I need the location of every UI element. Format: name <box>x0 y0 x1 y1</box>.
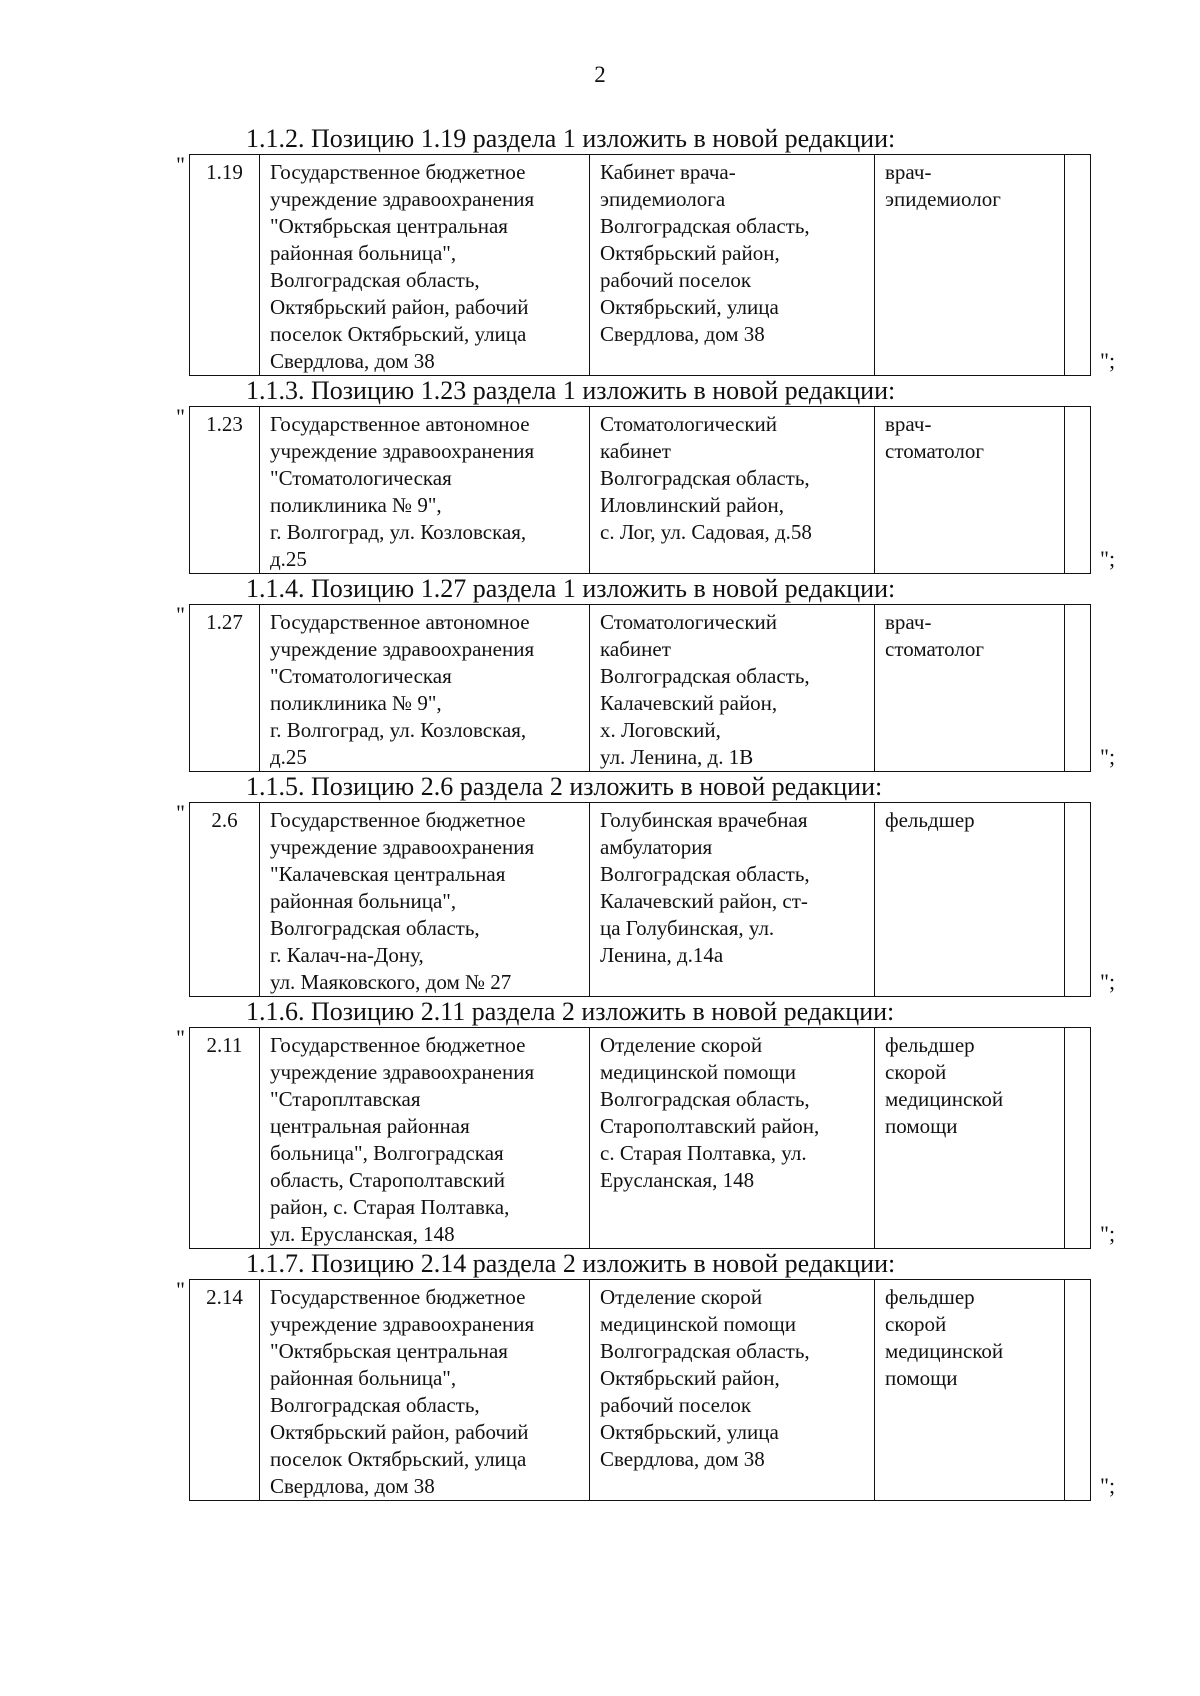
location-line: Калачевский район, <box>600 691 778 715</box>
institution-line: "Стоматологическая <box>270 466 452 490</box>
institution-line: "Староплтавская <box>270 1087 421 1111</box>
institution-line: Государственное бюджетное <box>270 808 526 832</box>
table-row <box>190 1028 1091 1249</box>
institution-cell <box>260 155 590 376</box>
institution-line: учреждение здравоохранения <box>270 1060 535 1084</box>
position-line: медицинской <box>885 1087 1004 1111</box>
location-line: Октябрьский район, <box>600 241 780 265</box>
institution-line: район, с. Старая Полтавка, <box>270 1195 510 1219</box>
opening-quote: " <box>176 602 185 627</box>
position-number: 1.19 <box>190 155 260 376</box>
position-line: помощи <box>885 1366 958 1390</box>
institution-cell <box>260 803 590 997</box>
position-line: врач- <box>885 160 932 184</box>
position-line: врач- <box>885 412 932 436</box>
position-title-cell <box>875 1280 1065 1501</box>
institution-line: Волгоградская область, <box>270 268 480 292</box>
location-line: Ленина, д.14а <box>600 943 724 967</box>
location-line: Октябрьский, улица <box>600 1420 779 1444</box>
opening-quote: " <box>176 404 185 429</box>
page-number: 2 <box>594 62 606 87</box>
institution-line: "Калачевская центральная <box>270 862 506 886</box>
empty-cell <box>1065 407 1091 574</box>
location-line: Волгоградская область, <box>600 1087 810 1111</box>
institution-line: Государственное бюджетное <box>270 1285 526 1309</box>
institution-line: Октябрьский район, рабочий <box>270 1420 529 1444</box>
amendment-heading: 1.1.3. Позицию 1.23 раздела 1 изложить в новой редакции: <box>246 376 896 405</box>
position-line: фельдшер <box>885 808 975 832</box>
institution-line: "Октябрьская центральная <box>270 214 508 238</box>
institution-line: Свердлова, дом 38 <box>270 1474 435 1498</box>
table-row <box>190 155 1091 376</box>
location-line: Калачевский район, ст- <box>600 889 808 913</box>
institution-line: учреждение здравоохранения <box>270 835 535 859</box>
amendment-heading: 1.1.7. Позицию 2.14 раздела 2 изложить в новой редакции: <box>246 1249 896 1278</box>
location-line: Отделение скорой <box>600 1285 763 1309</box>
institution-line: районная больница", <box>270 1366 457 1390</box>
institution-line: Государственное бюджетное <box>270 160 526 184</box>
institution-line: поселок Октябрьский, улица <box>270 322 527 346</box>
position-number: 1.27 <box>190 605 260 772</box>
institution-line: районная больница", <box>270 889 457 913</box>
institution-line: поликлиника № 9", <box>270 493 442 517</box>
amendments-list <box>0 124 1200 1501</box>
location-line: х. Логовский, <box>600 718 721 742</box>
empty-cell <box>1065 155 1091 376</box>
location-line: Октябрьский, улица <box>600 295 779 319</box>
position-line: врач- <box>885 610 932 634</box>
amendment-heading: 1.1.2. Позицию 1.19 раздела 1 изложить в новой редакции: <box>246 124 896 153</box>
opening-quote: " <box>176 1025 185 1050</box>
empty-cell <box>1065 1280 1091 1501</box>
amendment-section <box>0 124 1200 376</box>
location-line: Еруcланская, 148 <box>600 1168 755 1192</box>
location-line: с. Старая Полтавка, ул. <box>600 1141 807 1165</box>
position-line: скорой <box>885 1312 947 1336</box>
institution-cell <box>260 407 590 574</box>
institution-line: г. Калач-на-Дону, <box>270 943 424 967</box>
location-line: Октябрьский район, <box>600 1366 780 1390</box>
location-line: эпидемиолога <box>600 187 726 211</box>
amendment-section <box>0 997 1200 1249</box>
institution-line: "Октябрьская центральная <box>270 1339 508 1363</box>
position-number: 2.11 <box>190 1028 260 1249</box>
position-title-cell <box>875 605 1065 772</box>
location-line: кабинет <box>600 637 671 661</box>
position-line: стоматолог <box>885 637 984 661</box>
location-line: рабочий поселок <box>600 1393 752 1417</box>
position-table <box>189 1279 1091 1501</box>
position-line: помощи <box>885 1114 958 1138</box>
closing-quote: "; <box>1100 1473 1116 1498</box>
amendment-heading: 1.1.6. Позицию 2.11 раздела 2 изложить в новой редакции: <box>246 997 895 1026</box>
institution-line: учреждение здравоохранения <box>270 187 535 211</box>
institution-line: Государственное бюджетное <box>270 1033 526 1057</box>
opening-quote: " <box>176 152 185 177</box>
closing-quote: "; <box>1100 969 1116 994</box>
institution-line: д.25 <box>270 745 307 769</box>
position-line: медицинской <box>885 1339 1004 1363</box>
position-table <box>189 604 1091 772</box>
empty-cell <box>1065 803 1091 997</box>
closing-quote: "; <box>1100 1221 1116 1246</box>
institution-line: д.25 <box>270 547 307 571</box>
amendment-section <box>0 376 1200 574</box>
location-line: амбулатория <box>600 835 713 859</box>
position-title-cell <box>875 1028 1065 1249</box>
position-table <box>189 802 1091 997</box>
position-table <box>189 406 1091 574</box>
location-line: Свердлова, дом 38 <box>600 322 765 346</box>
location-line: Отделение скорой <box>600 1033 763 1057</box>
table-row <box>190 605 1091 772</box>
location-line: Волгоградская область, <box>600 214 810 238</box>
location-cell <box>590 407 875 574</box>
location-line: ца Голубинская, ул. <box>600 916 775 940</box>
location-cell <box>590 803 875 997</box>
institution-line: Волгоградская область, <box>270 1393 480 1417</box>
institution-line: районная больница", <box>270 241 457 265</box>
position-title-cell <box>875 407 1065 574</box>
institution-cell <box>260 1280 590 1501</box>
location-line: Иловлинский район, <box>600 493 785 517</box>
amendment-section <box>0 1249 1200 1501</box>
location-line: медицинской помощи <box>600 1060 796 1084</box>
location-line: ул. Ленина, д. 1В <box>600 745 754 769</box>
institution-cell <box>260 605 590 772</box>
institution-line: больница", Волгоградская <box>270 1141 504 1165</box>
location-cell <box>590 155 875 376</box>
location-line: Старополтавский район, <box>600 1114 820 1138</box>
location-line: с. Лог, ул. Садовая, д.58 <box>600 520 812 544</box>
position-line: стоматолог <box>885 439 984 463</box>
location-line: Голубинская врачебная <box>600 808 808 832</box>
location-line: Кабинет врача- <box>600 160 736 184</box>
opening-quote: " <box>176 1277 185 1302</box>
closing-quote: "; <box>1100 348 1116 373</box>
table-row <box>190 1280 1091 1501</box>
location-line: рабочий поселок <box>600 268 752 292</box>
institution-line: Государственное автономное <box>270 610 530 634</box>
institution-line: Государственное автономное <box>270 412 530 436</box>
location-line: Стоматологический <box>600 610 778 634</box>
institution-line: поселок Октябрьский, улица <box>270 1447 527 1471</box>
position-number: 1.23 <box>190 407 260 574</box>
location-cell <box>590 605 875 772</box>
position-line: скорой <box>885 1060 947 1084</box>
position-number: 2.14 <box>190 1280 260 1501</box>
institution-line: Волгоградская область, <box>270 916 480 940</box>
location-line: Стоматологический <box>600 412 778 436</box>
location-line: Свердлова, дом 38 <box>600 1447 765 1471</box>
position-table <box>189 154 1091 376</box>
institution-line: г. Волгоград, ул. Козловская, <box>270 520 527 544</box>
institution-line: Октябрьский район, рабочий <box>270 295 529 319</box>
location-line: Волгоградская область, <box>600 664 810 688</box>
location-cell <box>590 1028 875 1249</box>
location-cell <box>590 1280 875 1501</box>
closing-quote: "; <box>1100 744 1116 769</box>
institution-line: центральная районная <box>270 1114 470 1138</box>
position-table <box>189 1027 1091 1249</box>
institution-line: поликлиника № 9", <box>270 691 442 715</box>
institution-line: "Стоматологическая <box>270 664 452 688</box>
amendment-section <box>0 574 1200 772</box>
closing-quote: "; <box>1100 546 1116 571</box>
position-title-cell <box>875 155 1065 376</box>
institution-line: учреждение здравоохранения <box>270 1312 535 1336</box>
table-row <box>190 407 1091 574</box>
amendment-section <box>0 772 1200 997</box>
location-line: кабинет <box>600 439 671 463</box>
empty-cell <box>1065 605 1091 772</box>
position-line: фельдшер <box>885 1285 975 1309</box>
institution-cell <box>260 1028 590 1249</box>
institution-line: учреждение здравоохранения <box>270 637 535 661</box>
institution-line: Свердлова, дом 38 <box>270 349 435 373</box>
institution-line: область, Старополтавский <box>270 1168 506 1192</box>
position-line: эпидемиолог <box>885 187 1001 211</box>
institution-line: ул. Маяковского, дом № 27 <box>270 970 512 994</box>
table-row <box>190 803 1091 997</box>
amendment-heading: 1.1.5. Позицию 2.6 раздела 2 изложить в новой редакции: <box>246 772 883 801</box>
position-line: фельдшер <box>885 1033 975 1057</box>
amendment-heading: 1.1.4. Позицию 1.27 раздела 1 изложить в новой редакции: <box>246 574 896 603</box>
position-title-cell <box>875 803 1065 997</box>
institution-line: учреждение здравоохранения <box>270 439 535 463</box>
location-line: медицинской помощи <box>600 1312 796 1336</box>
location-line: Волгоградская область, <box>600 1339 810 1363</box>
location-line: Волгоградская область, <box>600 862 810 886</box>
empty-cell <box>1065 1028 1091 1249</box>
institution-line: ул. Еруcланская, 148 <box>270 1222 455 1246</box>
institution-line: г. Волгоград, ул. Козловская, <box>270 718 527 742</box>
location-line: Волгоградская область, <box>600 466 810 490</box>
opening-quote: " <box>176 800 185 825</box>
position-number: 2.6 <box>190 803 260 997</box>
